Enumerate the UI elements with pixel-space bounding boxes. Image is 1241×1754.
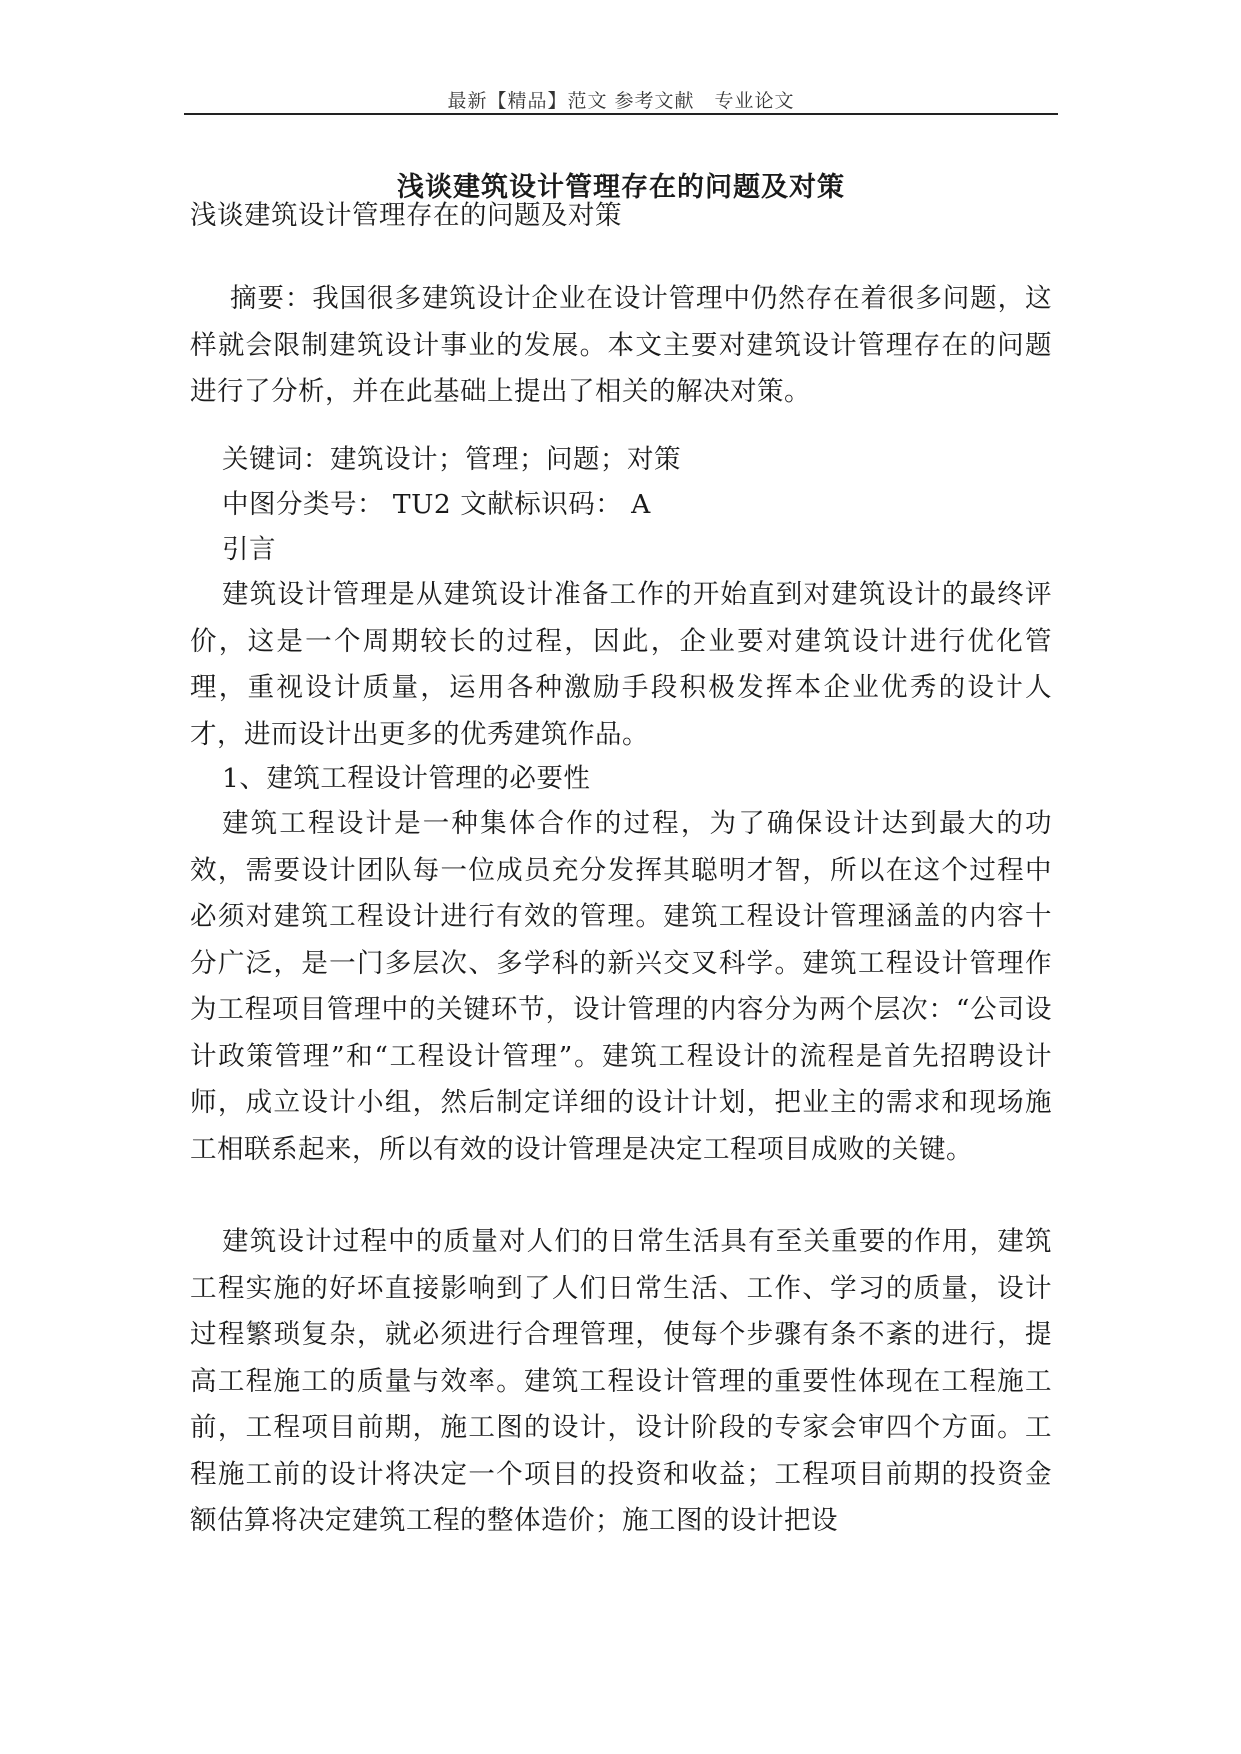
document-title: 浅谈建筑设计管理存在的问题及对策 — [397, 172, 845, 203]
section-1-paragraph-2: 建筑设计过程中的质量对人们的日常生活具有至关重要的作用，建筑工程实施的好坏直接影响到了人们日常生活、工作、学习的质量，设计过程繁琐复杂，就必须进行合理管理，使每个步骤有条不紊的进行，提高工程施工的质量与效率。建筑工程设计管理的重要性体现在工程施工前，工程项目前期，施工图的设计，设计阶段的专家会审四个方面。工程施工前的设计将决定一个项目的投资和收益；工程项目前期的投资金额估算将决定建筑工程的整体造价；施工图的设计把设 — [190, 1226, 1052, 1536]
section-1-heading: 1、建筑工程设计管理的必要性 — [222, 763, 591, 794]
page-header: 最新【精品】范文 参考文献 专业论文 — [447, 90, 795, 112]
intro-heading: 引言 — [222, 534, 276, 565]
subtitle: 浅谈建筑设计管理存在的问题及对策 — [190, 200, 622, 231]
section-1-paragraph-1: 建筑工程设计是一种集体合作的过程，为了确保设计达到最大的功效，需要设计团队每一位成员充分发挥其聪明才智，所以在这个过程中必须对建筑工程设计进行有效的管理。建筑工程设计管理涵盖的内容十分广泛，是一门多层次、多学科的新兴交叉科学。建筑工程设计管理作为工程项目管理中的关键环节，设计管理的内容分为两个层次：“公司设计政策管理”和“工程设计管理”。建筑工程设计的流程是首先招聘设计师，成立设计小组，然后制定详细的设计计划，把业主的需求和现场施工相联系起来，所以有效的设计管理是决定工程项目成败的关键。 — [190, 808, 1052, 1165]
header-divider — [184, 113, 1058, 115]
abstract-paragraph: 摘要：我国很多建筑设计企业在设计管理中仍然存在着很多问题，这样就会限制建筑设计事业的发展。本文主要对建筑设计管理存在的问题进行了分析，并在此基础上提出了相关的解决对策。 — [190, 283, 1052, 407]
intro-paragraph: 建筑设计管理是从建筑设计准备工作的开始直到对建筑设计的最终评价，这是一个周期较长的过程，因此，企业要对建筑设计进行优化管理，重视设计质量，运用各种激励手段积极发挥本企业优秀的设计人才，进而设计出更多的优秀建筑作品。 — [190, 579, 1052, 750]
keywords-line: 关键词：建筑设计；管理；问题；对策 — [222, 444, 681, 475]
classification-line: 中图分类号： TU2 文献标识码： A — [222, 489, 651, 520]
